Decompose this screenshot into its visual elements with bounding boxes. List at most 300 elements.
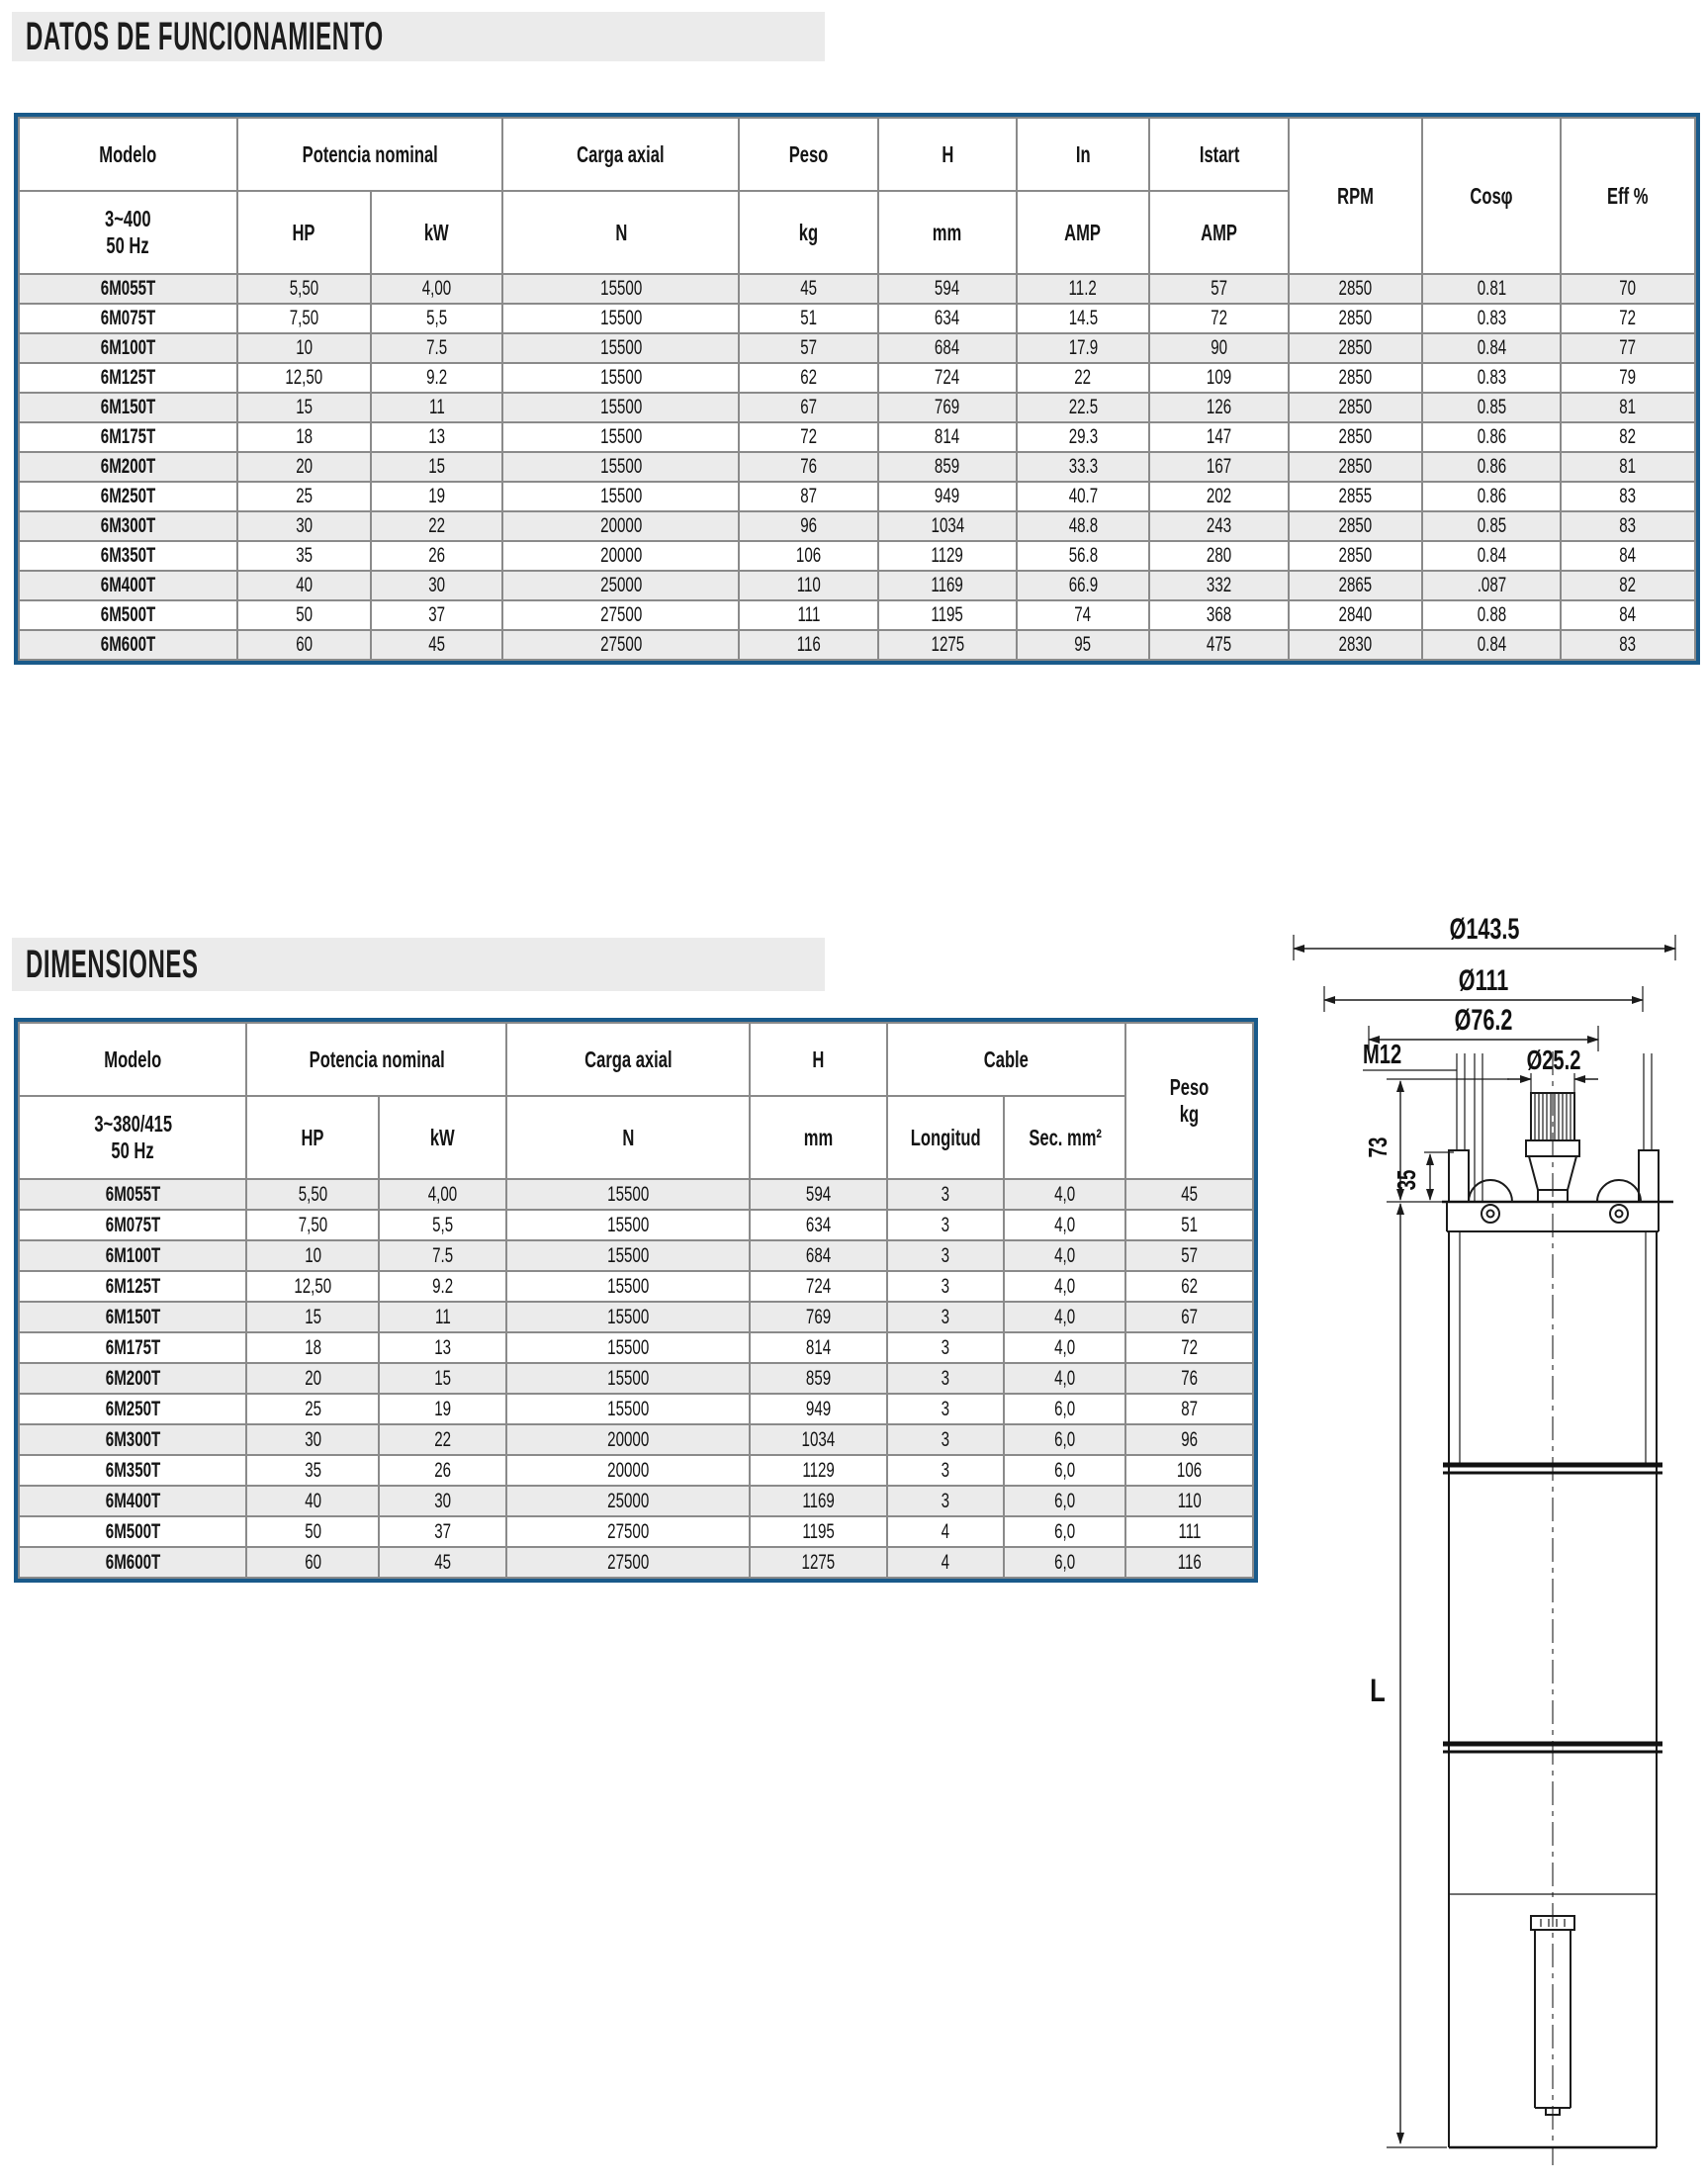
value-cell: 1169: [878, 571, 1017, 600]
value-cell: 5,50: [237, 274, 371, 304]
cable-guard-left: [1449, 1150, 1469, 1202]
value-cell: 27500: [502, 630, 739, 660]
value-cell: 84: [1561, 541, 1695, 571]
unit-kg: kg: [739, 191, 878, 274]
value-cell: 19: [379, 1394, 506, 1424]
value-cell: 20000: [502, 541, 739, 571]
value-cell: 0.83: [1422, 304, 1562, 333]
value-cell: 1129: [878, 541, 1017, 571]
value-cell: 2850: [1289, 452, 1422, 482]
model-cell: 6M500T: [19, 600, 237, 630]
value-cell: 33.3: [1017, 452, 1150, 482]
unit-amp-istart: AMP: [1149, 191, 1289, 274]
value-cell: 22: [379, 1424, 506, 1455]
value-cell: 83: [1561, 630, 1695, 660]
value-cell: 3: [887, 1240, 1005, 1271]
value-cell: 50: [246, 1516, 379, 1547]
col-cosphi: Cosφ: [1422, 118, 1562, 274]
value-cell: 0.86: [1422, 482, 1562, 511]
value-cell: 57: [1149, 274, 1289, 304]
value-cell: 7,50: [237, 304, 371, 333]
value-cell: 72: [739, 422, 878, 452]
value-cell: 27500: [506, 1547, 750, 1578]
value-cell: 4,0: [1004, 1210, 1125, 1240]
value-cell: 30: [371, 571, 503, 600]
operating-data-table-frame: [14, 113, 1700, 665]
dimensions-table-head: [19, 1023, 1253, 1179]
value-cell: 25: [246, 1394, 379, 1424]
value-cell: 5,50: [246, 1179, 379, 1210]
col-in: In: [1017, 118, 1150, 191]
value-cell: 45: [371, 630, 503, 660]
model-cell: 6M300T: [19, 511, 237, 541]
value-cell: 0.81: [1422, 274, 1562, 304]
model-cell: 6M600T: [19, 630, 237, 660]
value-cell: 45: [739, 274, 878, 304]
value-cell: 116: [1125, 1547, 1253, 1578]
value-cell: 13: [371, 422, 503, 452]
value-cell: 13: [379, 1332, 506, 1363]
value-cell: 15500: [502, 452, 739, 482]
value-cell: 684: [878, 333, 1017, 363]
value-cell: 949: [878, 482, 1017, 511]
value-cell: 1169: [750, 1486, 887, 1516]
value-cell: 368: [1149, 600, 1289, 630]
value-cell: 95: [1017, 630, 1150, 660]
value-cell: 3: [887, 1394, 1005, 1424]
value-cell: 27500: [506, 1516, 750, 1547]
value-cell: 20000: [506, 1424, 750, 1455]
unit-hp: HP: [237, 191, 371, 274]
value-cell: 6,0: [1004, 1455, 1125, 1486]
value-cell: 66.9: [1017, 571, 1150, 600]
value-cell: 18: [246, 1332, 379, 1363]
col-carga-axial: Carga axial: [502, 118, 739, 191]
value-cell: 0.84: [1422, 630, 1562, 660]
value-cell: 4,0: [1004, 1240, 1125, 1271]
value-cell: 72: [1125, 1332, 1253, 1363]
value-cell: 15: [371, 452, 503, 482]
value-cell: 126: [1149, 393, 1289, 422]
value-cell: 77: [1561, 333, 1695, 363]
model-cell: 6M125T: [19, 363, 237, 393]
value-cell: 96: [739, 511, 878, 541]
value-cell: .087: [1422, 571, 1562, 600]
value-cell: 15500: [502, 274, 739, 304]
supply-voltage: 3~400: [105, 206, 151, 231]
model-cell: 6M100T: [19, 333, 237, 363]
value-cell: 3: [887, 1424, 1005, 1455]
value-cell: 106: [739, 541, 878, 571]
value-cell: 87: [1125, 1394, 1253, 1424]
value-cell: 10: [246, 1240, 379, 1271]
value-cell: 0.86: [1422, 452, 1562, 482]
value-cell: 14.5: [1017, 304, 1150, 333]
dim-label-143: Ø143.5: [1449, 911, 1520, 946]
value-cell: 110: [1125, 1486, 1253, 1516]
value-cell: 3: [887, 1302, 1005, 1332]
value-cell: 1195: [878, 600, 1017, 630]
value-cell: 50: [237, 600, 371, 630]
value-cell: 26: [379, 1455, 506, 1486]
model-cell: 6M250T: [19, 482, 237, 511]
model-cell: 6M350T: [19, 541, 237, 571]
model-cell: 6M600T: [19, 1547, 246, 1578]
table-row: [19, 363, 1695, 393]
table-row: [19, 1332, 1253, 1363]
model-cell: 6M400T: [19, 1486, 246, 1516]
value-cell: 72: [1561, 304, 1695, 333]
table-row: [19, 482, 1695, 511]
value-cell: 4: [887, 1516, 1005, 1547]
table-row: [19, 1363, 1253, 1394]
value-cell: 10: [237, 333, 371, 363]
value-cell: 82: [1561, 571, 1695, 600]
unit-kw: kW: [371, 191, 503, 274]
value-cell: 67: [1125, 1302, 1253, 1332]
value-cell: 2850: [1289, 541, 1422, 571]
value-cell: 1034: [878, 511, 1017, 541]
value-cell: 594: [750, 1179, 887, 1210]
col-potencia-nominal: Potencia nominal: [237, 118, 502, 191]
value-cell: 15500: [502, 333, 739, 363]
value-cell: 814: [878, 422, 1017, 452]
value-cell: 20: [237, 452, 371, 482]
operating-table-head: [19, 118, 1695, 274]
value-cell: 4,00: [371, 274, 503, 304]
unit-mm: mm: [750, 1096, 887, 1179]
table-row: [19, 1210, 1253, 1240]
table-row: [19, 1271, 1253, 1302]
value-cell: 27500: [502, 600, 739, 630]
section-title-dimensions: [12, 938, 825, 991]
value-cell: 20: [246, 1363, 379, 1394]
model-cell: 6M400T: [19, 571, 237, 600]
dimensions-table-frame: [14, 1018, 1258, 1583]
value-cell: 0.88: [1422, 600, 1562, 630]
value-cell: 76: [1125, 1363, 1253, 1394]
table-row: [19, 1455, 1253, 1486]
col-sec-mm2: Sec. mm²: [1004, 1096, 1125, 1179]
supply-frequency: 50 Hz: [106, 232, 150, 258]
model-cell: 6M055T: [19, 1179, 246, 1210]
thread-label-m12: M12: [1363, 1039, 1402, 1070]
value-cell: 57: [739, 333, 878, 363]
value-cell: 12,50: [246, 1271, 379, 1302]
table-row: [19, 1486, 1253, 1516]
value-cell: 84: [1561, 600, 1695, 630]
value-cell: 15: [246, 1302, 379, 1332]
value-cell: 5,5: [379, 1210, 506, 1240]
value-cell: 2855: [1289, 482, 1422, 511]
model-cell: 6M200T: [19, 452, 237, 482]
table-row: [19, 630, 1695, 660]
value-cell: 111: [1125, 1516, 1253, 1547]
table-row: [19, 571, 1695, 600]
col-potencia-nominal: Potencia nominal: [246, 1023, 506, 1096]
value-cell: 15: [379, 1363, 506, 1394]
table-row: [19, 1424, 1253, 1455]
value-cell: 2840: [1289, 600, 1422, 630]
value-cell: 243: [1149, 511, 1289, 541]
col-eff: Eff %: [1561, 118, 1695, 274]
value-cell: 35: [237, 541, 371, 571]
value-cell: 51: [739, 304, 878, 333]
value-cell: 11: [379, 1302, 506, 1332]
dim-label-111: Ø111: [1458, 962, 1509, 997]
value-cell: 2830: [1289, 630, 1422, 660]
value-cell: 1034: [750, 1424, 887, 1455]
pump-technical-drawing: [1216, 905, 1706, 2181]
value-cell: 634: [878, 304, 1017, 333]
section-title-text: DIMENSIONES: [26, 942, 199, 986]
value-cell: 25000: [502, 571, 739, 600]
value-cell: 40.7: [1017, 482, 1150, 511]
value-cell: 6,0: [1004, 1394, 1125, 1424]
value-cell: 4,0: [1004, 1332, 1125, 1363]
value-cell: 15500: [502, 393, 739, 422]
dim-label-73: 73: [1362, 1137, 1392, 1158]
col-istart: Istart: [1149, 118, 1289, 191]
model-cell: 6M055T: [19, 274, 237, 304]
value-cell: 17.9: [1017, 333, 1150, 363]
value-cell: 60: [246, 1547, 379, 1578]
value-cell: 4,0: [1004, 1179, 1125, 1210]
dim-label-25: Ø25.2: [1526, 1045, 1581, 1076]
value-cell: 74: [1017, 600, 1150, 630]
value-cell: 15500: [506, 1332, 750, 1363]
value-cell: 1275: [750, 1547, 887, 1578]
value-cell: 40: [237, 571, 371, 600]
value-cell: 15500: [506, 1363, 750, 1394]
value-cell: 859: [878, 452, 1017, 482]
table-row: [19, 1547, 1253, 1578]
model-cell: 6M500T: [19, 1516, 246, 1547]
model-cell: 6M150T: [19, 393, 237, 422]
model-cell: 6M175T: [19, 1332, 246, 1363]
table-row: [19, 1302, 1253, 1332]
value-cell: 332: [1149, 571, 1289, 600]
unit-n: N: [502, 191, 739, 274]
value-cell: 0.83: [1422, 363, 1562, 393]
value-cell: 25: [237, 482, 371, 511]
value-cell: 2850: [1289, 274, 1422, 304]
value-cell: 15500: [506, 1271, 750, 1302]
value-cell: 684: [750, 1240, 887, 1271]
col-h: H: [878, 118, 1017, 191]
table-row: [19, 333, 1695, 363]
value-cell: 9.2: [379, 1271, 506, 1302]
value-cell: 3: [887, 1486, 1005, 1516]
col-modelo: Modelo: [19, 1023, 246, 1096]
value-cell: 6,0: [1004, 1486, 1125, 1516]
supply-voltage: 3~380/415: [93, 1111, 172, 1137]
value-cell: 22.5: [1017, 393, 1150, 422]
value-cell: 67: [739, 393, 878, 422]
cable-guard-right: [1639, 1150, 1659, 1202]
model-cell: 6M125T: [19, 1271, 246, 1302]
cell-supply: [19, 191, 237, 274]
value-cell: 19: [371, 482, 503, 511]
value-cell: 30: [237, 511, 371, 541]
table-row: [19, 600, 1695, 630]
value-cell: 2850: [1289, 363, 1422, 393]
col-rpm: RPM: [1289, 118, 1422, 274]
value-cell: 1195: [750, 1516, 887, 1547]
value-cell: 109: [1149, 363, 1289, 393]
value-cell: 7,50: [246, 1210, 379, 1240]
cell-supply: [19, 1096, 246, 1179]
value-cell: 20000: [506, 1455, 750, 1486]
value-cell: 15500: [506, 1210, 750, 1240]
value-cell: 1129: [750, 1455, 887, 1486]
value-cell: 2850: [1289, 333, 1422, 363]
value-cell: 116: [739, 630, 878, 660]
table-row: [19, 452, 1695, 482]
col-longitud: Longitud: [887, 1096, 1005, 1179]
value-cell: 724: [750, 1271, 887, 1302]
value-cell: 11.2: [1017, 274, 1150, 304]
value-cell: 106: [1125, 1455, 1253, 1486]
table-row: [19, 274, 1695, 304]
value-cell: 15500: [506, 1240, 750, 1271]
value-cell: 0.84: [1422, 541, 1562, 571]
value-cell: 90: [1149, 333, 1289, 363]
value-cell: 35: [246, 1455, 379, 1486]
value-cell: 6,0: [1004, 1424, 1125, 1455]
table-row: [19, 1516, 1253, 1547]
kg-label: kg: [1179, 1101, 1200, 1127]
value-cell: 48.8: [1017, 511, 1150, 541]
value-cell: 76: [739, 452, 878, 482]
value-cell: 724: [878, 363, 1017, 393]
value-cell: 70: [1561, 274, 1695, 304]
section-title-operating-data: [12, 12, 825, 61]
supply-frequency: 50 Hz: [111, 1138, 154, 1163]
value-cell: 96: [1125, 1424, 1253, 1455]
col-carga-axial: Carga axial: [506, 1023, 750, 1096]
value-cell: 111: [739, 600, 878, 630]
value-cell: 18: [237, 422, 371, 452]
col-peso: Peso: [739, 118, 878, 191]
model-cell: 6M175T: [19, 422, 237, 452]
value-cell: 45: [379, 1547, 506, 1578]
value-cell: 0.86: [1422, 422, 1562, 452]
value-cell: 769: [878, 393, 1017, 422]
value-cell: 5,5: [371, 304, 503, 333]
value-cell: 202: [1149, 482, 1289, 511]
table-row: [19, 1394, 1253, 1424]
value-cell: 37: [379, 1516, 506, 1547]
value-cell: 45: [1125, 1179, 1253, 1210]
value-cell: 7.5: [371, 333, 503, 363]
value-cell: 634: [750, 1210, 887, 1240]
value-cell: 2850: [1289, 511, 1422, 541]
col-cable: Cable: [887, 1023, 1126, 1096]
unit-hp: HP: [246, 1096, 379, 1179]
value-cell: 949: [750, 1394, 887, 1424]
value-cell: 4: [887, 1547, 1005, 1578]
value-cell: 79: [1561, 363, 1695, 393]
value-cell: 0.84: [1422, 333, 1562, 363]
table-row: [19, 422, 1695, 452]
value-cell: 22: [1017, 363, 1150, 393]
value-cell: 3: [887, 1363, 1005, 1394]
dimensions-table-body: [19, 1179, 1253, 1578]
operating-table-body: [19, 274, 1695, 660]
value-cell: 167: [1149, 452, 1289, 482]
dim-label-L: L: [1370, 1674, 1386, 1709]
value-cell: 62: [739, 363, 878, 393]
table-row: [19, 1179, 1253, 1210]
unit-mm: mm: [878, 191, 1017, 274]
table-row: [19, 1240, 1253, 1271]
value-cell: 29.3: [1017, 422, 1150, 452]
model-cell: 6M075T: [19, 1210, 246, 1240]
value-cell: 3: [887, 1179, 1005, 1210]
value-cell: 83: [1561, 511, 1695, 541]
value-cell: 475: [1149, 630, 1289, 660]
model-cell: 6M150T: [19, 1302, 246, 1332]
table-row: [19, 541, 1695, 571]
operating-data-table: [18, 117, 1696, 661]
value-cell: 3: [887, 1332, 1005, 1363]
value-cell: 87: [739, 482, 878, 511]
value-cell: 60: [237, 630, 371, 660]
value-cell: 82: [1561, 422, 1695, 452]
value-cell: 147: [1149, 422, 1289, 452]
model-cell: 6M250T: [19, 1394, 246, 1424]
value-cell: 12,50: [237, 363, 371, 393]
dim-label-76: Ø76.2: [1454, 1002, 1513, 1037]
unit-amp-in: AMP: [1017, 191, 1150, 274]
value-cell: 15500: [502, 304, 739, 333]
col-h: H: [750, 1023, 887, 1096]
dimensions-table: [18, 1022, 1254, 1579]
model-cell: 6M350T: [19, 1455, 246, 1486]
model-cell: 6M100T: [19, 1240, 246, 1271]
value-cell: 3: [887, 1271, 1005, 1302]
table-row: [19, 393, 1695, 422]
peso-label: Peso: [1169, 1074, 1210, 1100]
dim-label-35: 35: [1391, 1169, 1421, 1191]
value-cell: 1275: [878, 630, 1017, 660]
value-cell: 814: [750, 1332, 887, 1363]
value-cell: 859: [750, 1363, 887, 1394]
value-cell: 4,0: [1004, 1271, 1125, 1302]
col-modelo: Modelo: [19, 118, 237, 191]
value-cell: 11: [371, 393, 503, 422]
value-cell: 2850: [1289, 422, 1422, 452]
value-cell: 280: [1149, 541, 1289, 571]
value-cell: 769: [750, 1302, 887, 1332]
value-cell: 15500: [502, 482, 739, 511]
model-cell: 6M200T: [19, 1363, 246, 1394]
value-cell: 56.8: [1017, 541, 1150, 571]
value-cell: 4,0: [1004, 1302, 1125, 1332]
value-cell: 57: [1125, 1240, 1253, 1271]
value-cell: 26: [371, 541, 503, 571]
value-cell: 2850: [1289, 304, 1422, 333]
value-cell: 83: [1561, 482, 1695, 511]
value-cell: 2865: [1289, 571, 1422, 600]
model-cell: 6M075T: [19, 304, 237, 333]
value-cell: 81: [1561, 452, 1695, 482]
value-cell: 9.2: [371, 363, 503, 393]
value-cell: 6,0: [1004, 1547, 1125, 1578]
value-cell: 6,0: [1004, 1516, 1125, 1547]
value-cell: 51: [1125, 1210, 1253, 1240]
